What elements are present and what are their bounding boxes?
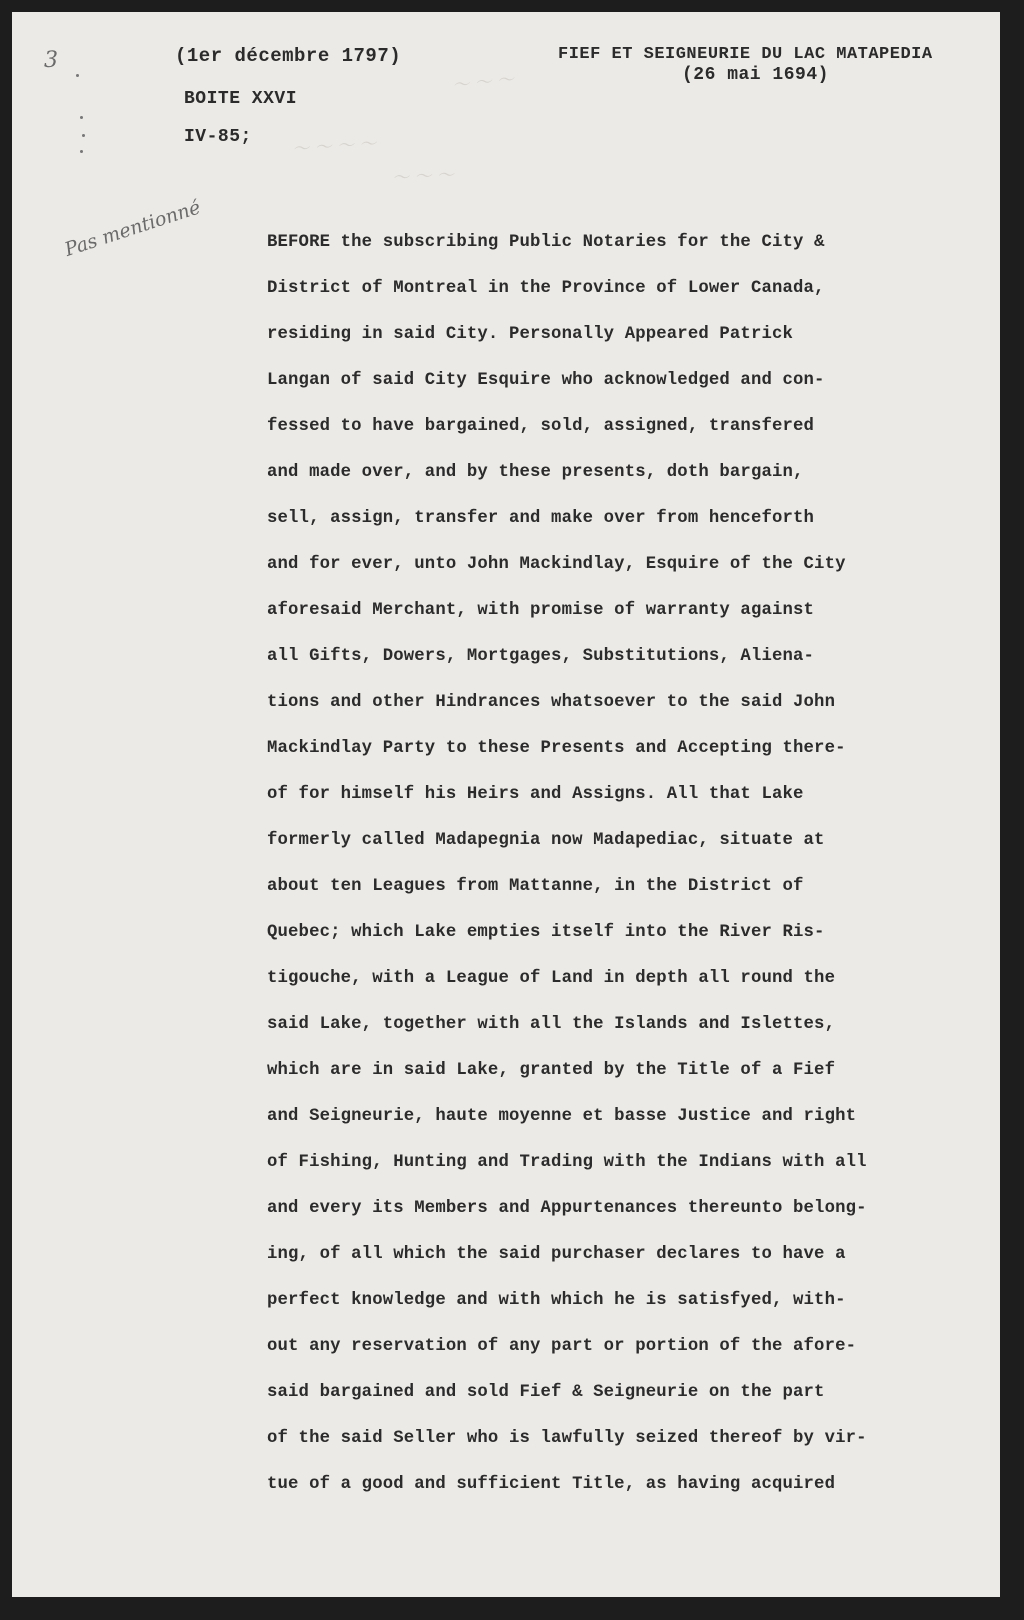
body-line: tigouche, with a League of Land in depth all round the [267, 969, 836, 988]
body-line: of Fishing, Hunting and Trading with the Indians with all [267, 1153, 867, 1172]
body-line: about ten Leagues from Mattanne, in the District of [267, 877, 804, 896]
body-line: fessed to have bargained, sold, assigned, transfered [267, 417, 815, 436]
box-label: BOITE XXVI [184, 89, 298, 109]
body-line: aforesaid Merchant, with promise of warranty against [267, 601, 815, 620]
body-line: formerly called Madapegnia now Madapediac, situate at [267, 831, 825, 850]
body-line: sell, assign, transfer and make over from henceforth [267, 509, 815, 528]
page-number: 3 [44, 48, 58, 73]
body-line: of the said Seller who is lawfully seized thereof by vir- [267, 1429, 867, 1448]
margin-mark [80, 116, 83, 119]
margin-note: Pas mentionné [62, 196, 204, 261]
body-line: residing in said City. Personally Appeared Patrick [267, 325, 794, 344]
body-line: Mackindlay Party to these Presents and Accepting there- [267, 739, 846, 758]
bleed-through-marks: ～ ～ ～ [391, 165, 455, 189]
body-line: and Seigneurie, haute moyenne et basse Justice and right [267, 1107, 857, 1126]
body-line: which are in said Lake, granted by the Title of a Fief [267, 1061, 836, 1080]
body-line: said Lake, together with all the Islands and Islettes, [267, 1015, 836, 1034]
reference-label: IV-85; [184, 127, 252, 147]
document-date: (1er décembre 1797) [175, 45, 402, 67]
body-line: and every its Members and Appurtenances thereunto belong- [267, 1199, 867, 1218]
bleed-through-marks: ～ ～ ～ ～ [291, 134, 377, 160]
margin-mark [80, 150, 83, 153]
body-line: tue of a good and sufficient Title, as having acquired [267, 1475, 836, 1494]
body-line: and made over, and by these presents, doth bargain, [267, 463, 804, 482]
margin-mark [76, 74, 79, 77]
body-line: tions and other Hindrances whatsoever to the said John [267, 693, 836, 712]
body-text [267, 220, 967, 1508]
body-line: all Gifts, Dowers, Mortgages, Substitutions, Aliena- [267, 647, 815, 666]
body-line: BEFORE the subscribing Public Notaries for the City & [267, 233, 825, 252]
body-line: perfect knowledge and with which he is satisfyed, with- [267, 1291, 846, 1310]
body-line: of for himself his Heirs and Assigns. All that Lake [267, 785, 804, 804]
document-subtitle: (26 mai 1694) [682, 65, 829, 85]
margin-mark [82, 134, 85, 137]
body-line: said bargained and sold Fief & Seigneurie on the part [267, 1383, 825, 1402]
document-page [12, 12, 1000, 1597]
bleed-through-marks: ～ ～ ～ [451, 69, 515, 97]
body-line: and for ever, unto John Mackindlay, Esquire of the City [267, 555, 846, 574]
body-line: out any reservation of any part or portion of the afore- [267, 1337, 857, 1356]
body-line: ing, of all which the said purchaser declares to have a [267, 1245, 846, 1264]
body-line: Langan of said City Esquire who acknowledged and con- [267, 371, 825, 390]
body-line: Quebec; which Lake empties itself into the River Ris- [267, 923, 825, 942]
body-line: District of Montreal in the Province of Lower Canada, [267, 279, 825, 298]
document-title: FIEF ET SEIGNEURIE DU LAC MATAPEDIA [558, 45, 933, 64]
